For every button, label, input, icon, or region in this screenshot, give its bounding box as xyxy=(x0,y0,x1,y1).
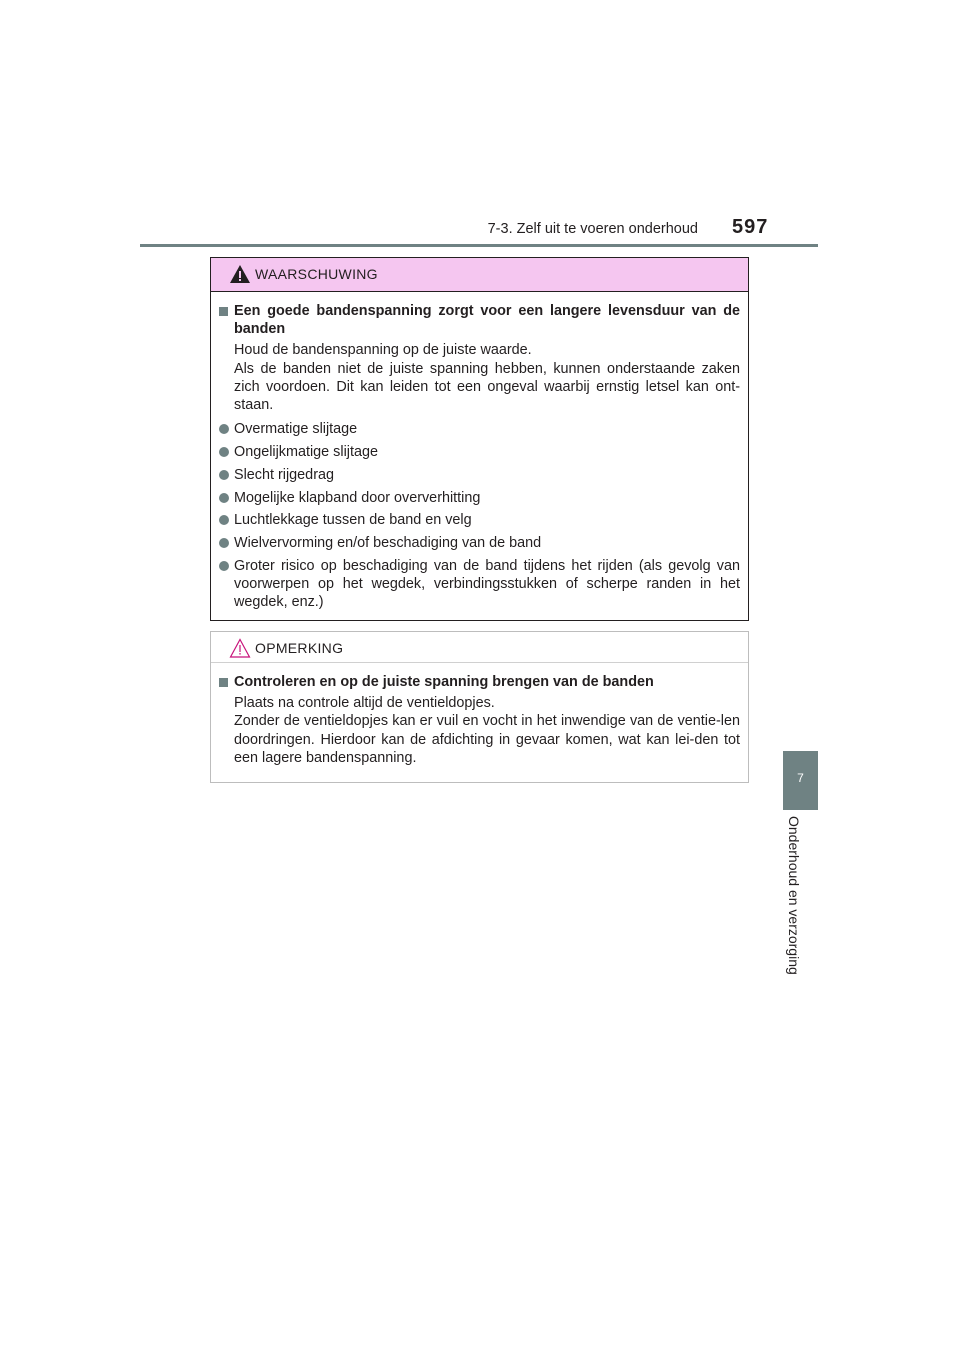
page-number: 597 xyxy=(732,216,769,238)
round-bullet-icon xyxy=(219,470,229,480)
list-item: Slecht rijgedrag xyxy=(219,466,740,484)
list-item: Groter risico op beschadiging van de band tijdens het rijden (als gevolg van voorwerpen op het wegdek, verbindingsstukken of scherpe randen in het wegdek, enz.) xyxy=(219,557,740,612)
chapter-tab xyxy=(783,751,818,810)
square-bullet-icon xyxy=(219,678,228,687)
warning-heading: Een goede bandenspanning zorgt voor een langere levensduur van de banden xyxy=(219,302,740,338)
note-box xyxy=(210,631,749,783)
warning-header xyxy=(211,258,748,292)
header-rule xyxy=(140,244,818,247)
chapter-label xyxy=(783,816,818,996)
warning-list xyxy=(219,420,740,611)
warning-line: Houd de bandenspanning op de juiste waarde. xyxy=(234,342,532,359)
round-bullet-icon xyxy=(219,561,229,571)
round-bullet-icon xyxy=(219,538,229,548)
round-bullet-icon xyxy=(219,424,229,434)
round-bullet-icon xyxy=(219,493,229,503)
chapter-number: 7 xyxy=(797,771,804,785)
round-bullet-icon xyxy=(219,447,229,457)
warning-title: WAARSCHUWING xyxy=(255,266,378,282)
warning-triangle-icon xyxy=(229,264,251,284)
square-bullet-icon xyxy=(219,307,228,316)
note-line: Zonder de ventieldopjes kan er vuil en vocht in het inwendige van de ventie-len doordringen. Hierdoor kan de afdichting in gevaar komen, wat kan lei-den tot een lagere bandenspanning. xyxy=(234,713,740,766)
section-title: 7-3. Zelf uit te voeren onderhoud xyxy=(487,221,698,237)
page-header xyxy=(140,215,818,245)
note-heading: Controleren en op de juiste spanning brengen van de banden xyxy=(219,673,740,691)
list-item: Overmatige slijtage xyxy=(219,420,740,438)
note-paragraph xyxy=(219,694,740,767)
caution-triangle-icon xyxy=(229,638,251,658)
note-header xyxy=(211,632,748,663)
note-line: Plaats na controle altijd de ventieldopjes. xyxy=(234,695,495,712)
list-item: Luchtlekkage tussen de band en velg xyxy=(219,511,740,529)
note-title: OPMERKING xyxy=(255,640,344,656)
round-bullet-icon xyxy=(219,515,229,525)
warning-paragraph xyxy=(219,341,740,414)
list-item: Mogelijke klapband door oververhitting xyxy=(219,489,740,507)
list-item: Ongelijkmatige slijtage xyxy=(219,443,740,461)
chapter-label-text: Onderhoud en verzorging xyxy=(786,816,802,975)
warning-box xyxy=(210,257,749,621)
warning-line: Als de banden niet de juiste spanning hebben, kunnen onderstaande zaken zich voordoen. Dit kan leiden tot een ongeval waarbij ernstig letsel kan ont-staan. xyxy=(234,360,740,414)
list-item: Wielvervorming en/of beschadiging van de band xyxy=(219,534,740,552)
